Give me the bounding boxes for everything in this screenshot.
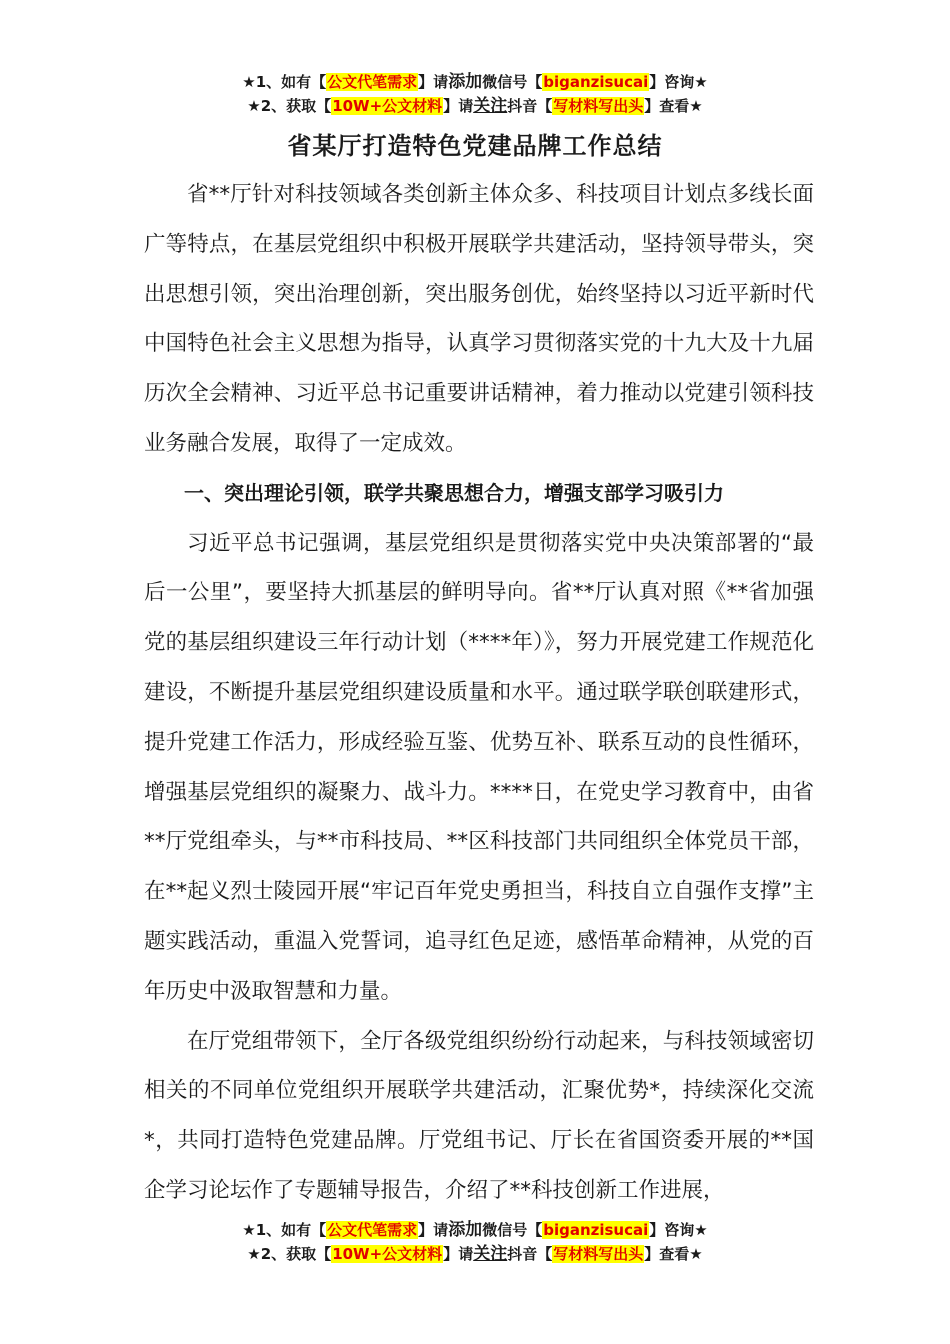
banner-text: 】请 <box>443 1245 474 1263</box>
banner-text: 】请 <box>418 1221 449 1239</box>
banner-line-2 <box>0 94 950 118</box>
header-banner <box>0 70 950 118</box>
banner-text: 】查看★ <box>644 1245 703 1263</box>
paragraph: 省**厅针对科技领域各类创新主体众多、科技项目计划点多线长面广等特点，在基层党组织中积极开展联学共建活动，坚持领导带头，突出思想引领，突出治理创新，突出服务创优，始终坚持以习近平新时代中国特色社会主义思想为指导，认真学习贯彻落实党的十九大及十九届历次全会精神、习近平总书记重要讲话精神，着力推动以党建引领科技业务融合发展，取得了一定成效。 <box>144 182 814 456</box>
banner-text: ★2、获取【 <box>247 97 332 115</box>
banner-highlight: biganzisucai <box>543 1221 649 1239</box>
banner-line-1 <box>0 1218 950 1242</box>
document-body <box>144 170 814 1216</box>
banner-text: 抖音【 <box>507 1245 553 1263</box>
section-heading: 一、突出理论引领，联学共聚思想合力，增强支部学习吸引力 <box>184 480 724 505</box>
banner-text: ★2、获取【 <box>247 1245 332 1263</box>
banner-emphasis: 关注 <box>473 1244 508 1264</box>
banner-emphasis: 添加 <box>448 72 483 92</box>
banner-emphasis: 关注 <box>473 96 508 116</box>
footer-banner <box>0 1218 950 1266</box>
paragraph: 习近平总书记强调，基层党组织是贯彻落实党中央决策部署的“最后一公里”，要坚持大抓基层的鲜明导向。省**厅认真对照《**省加强党的基层组织建设三年行动计划（****年）》，努力开展党建工作规范化建设，不断提升基层党组织建设质量和水平。通过联学联创联建形式，提升党建工作活力，形成经验互鉴、优势互补、联系互动的良性循环，增强基层党组织的凝聚力、战斗力。****日，在党史学习教育中，由省**厅党组牵头，与**市科技局、**区科技部门共同组织全体党员干部，在**起义烈士陵园开展“牢记百年党史勇担当，科技自立自强作支撑”主题实践活动，重温入党誓词，追寻红色足迹，感悟革命精神，从党的百年历史中汲取智慧和力量。 <box>144 530 814 1004</box>
banner-text: 】请 <box>418 73 449 91</box>
banner-text: 】查看★ <box>644 97 703 115</box>
banner-emphasis: 添加 <box>448 1220 483 1240</box>
banner-highlight: 10W+公文材料 <box>332 1245 443 1263</box>
banner-highlight: biganzisucai <box>543 73 649 91</box>
banner-text: 抖音【 <box>507 97 553 115</box>
banner-highlight: 公文代笔需求 <box>327 73 418 91</box>
banner-text: 微信号【 <box>482 73 543 91</box>
banner-line-1 <box>0 70 950 94</box>
banner-text: ★1、如有【 <box>242 73 327 91</box>
banner-line-2 <box>0 1242 950 1266</box>
banner-highlight: 10W+公文材料 <box>332 97 443 115</box>
banner-highlight: 写材料写出头 <box>553 1245 644 1263</box>
banner-highlight: 公文代笔需求 <box>327 1221 418 1239</box>
paragraph: 在厅党组带领下，全厅各级党组织纷纷行动起来，与科技领域密切相关的不同单位党组织开展联学共建活动，汇聚优势*，持续深化交流*，共同打造特色党建品牌。厅党组书记、厅长在省国资委开展的**国企学习论坛作了专题辅导报告，介绍了**科技创新工作进展， <box>144 1028 814 1203</box>
document-title: 省某厅打造特色党建品牌工作总结 <box>287 132 663 160</box>
banner-text: ★1、如有【 <box>242 1221 327 1239</box>
banner-highlight: 写材料写出头 <box>553 97 644 115</box>
banner-text: 】咨询★ <box>649 73 708 91</box>
banner-text: 】咨询★ <box>649 1221 708 1239</box>
banner-text: 微信号【 <box>482 1221 543 1239</box>
banner-text: 】请 <box>443 97 474 115</box>
